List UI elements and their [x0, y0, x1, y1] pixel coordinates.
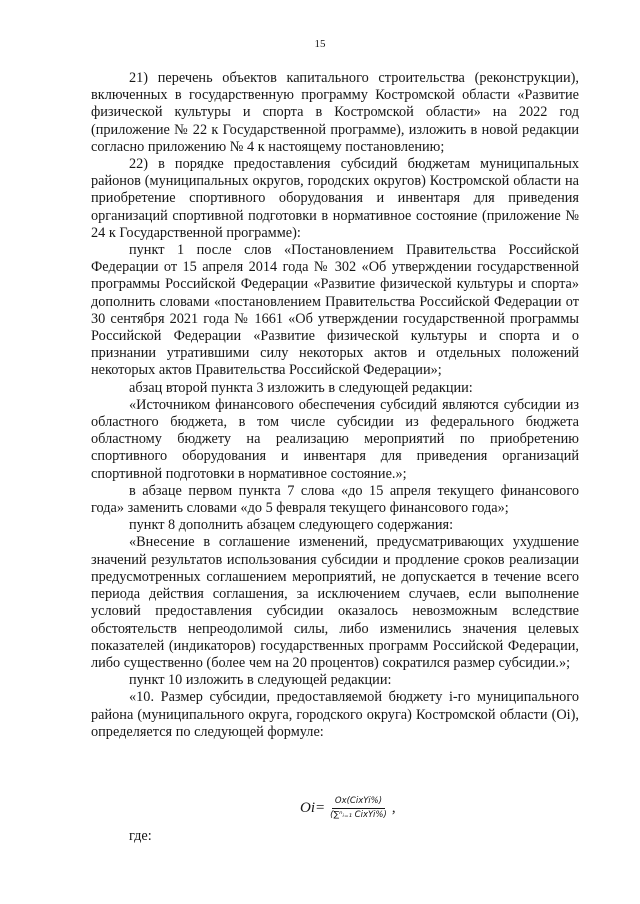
- paragraph-item-21: 21) перечень объектов капитального строительства (реконструкции), включенных в государственную программу Костромской области «Развитие физической культуры и спорта в Костромской области» на 2022 год (приложение № 22 к Государственной программе), изложить в новой редакции согласно приложению № 4 к настоящему постановлению;: [91, 70, 579, 155]
- paragraph-point-7: в абзаце первом пункта 7 слова «до 15 апреля текущего финансового года» заменить словами «до 5 февраля текущего финансового года»;: [91, 482, 579, 517]
- paragraph-point-3-intro: абзац второй пункта 3 изложить в следующей редакции:: [129, 379, 473, 396]
- page-number: 15: [314, 38, 326, 50]
- paragraph-item-22: 22) в порядке предоставления субсидий бюджетам муниципальных районов (муниципальных округов, городских округов) Костромской области на приобретение спортивного оборудования и инвентаря для приведения организаций спортивной подготовки в нормативное состояние (приложение № 24 к Государственной программе):: [91, 156, 579, 241]
- subsidy-formula: [300, 796, 396, 821]
- paragraph-point-3-text: «Источником финансового обеспечения субсидий являются субсидии из областного бюджета, в том числе субсидии из федерального бюджета областному бюджету на реализацию мероприятий по приобретению спортивного оборудования и инвентаря для приведения организаций спортивной подготовки в нормативное состояние.»;: [91, 396, 579, 482]
- paragraph-point-8-text: «Внесение в соглашение изменений, предусматривающих ухудшение значений результатов использования субсидии и продление сроков реализации предусмотренных соглашением мероприятий, не допускается в течение всего периода действия соглашения, за исключением случаев, если выполнение условий предоставления субсидии оказалось невозможным вследствие обстоятельств непреодолимой силы, либо изменились значения целевых показателей (индикаторов) государственных программ Российской Федерации, либо существенно (более чем на 20 процентов) сократился размер субсидии.»;: [91, 534, 579, 671]
- formula-denominator: (∑ⁿᵢ₌₁ CixYi%): [330, 810, 387, 820]
- paragraph-point-10-text: «10. Размер субсидии, предоставляемой бюджету i-го муниципального района (муниципального округа, городского округа) Костромской области (Oi), определяется по следующей формуле:: [91, 689, 579, 740]
- formula-tail: ,: [391, 800, 396, 816]
- where-label: где:: [129, 828, 152, 844]
- paragraph-point-10-intro: пункт 10 изложить в следующей редакции:: [129, 672, 392, 689]
- paragraph-point-8-intro: пункт 8 дополнить абзацем следующего содержания:: [129, 517, 454, 534]
- paragraph-point-1: пункт 1 после слов «Постановлением Правительства Российской Федерации от 15 апреля 2014 года № 302 «Об утверждении государственной программы Российской Федерации «Развитие физической культуры и спорта» дополнить словами «постановлением Правительства Российской Федерации от 30 сентября 2021 года № 1661 «Об утверждении государственной программы Российской Федерации «Развитие физической культуры и спорта и о признании утратившими силу некоторых актов и отдельных положений некоторых актов Правительства Российской Федерации»;: [91, 242, 579, 379]
- formula-fraction: [327, 796, 390, 821]
- document-body: [91, 70, 579, 741]
- formula-lhs: Oi=: [300, 800, 326, 816]
- formula-numerator: Ox(CixYi%): [332, 796, 385, 809]
